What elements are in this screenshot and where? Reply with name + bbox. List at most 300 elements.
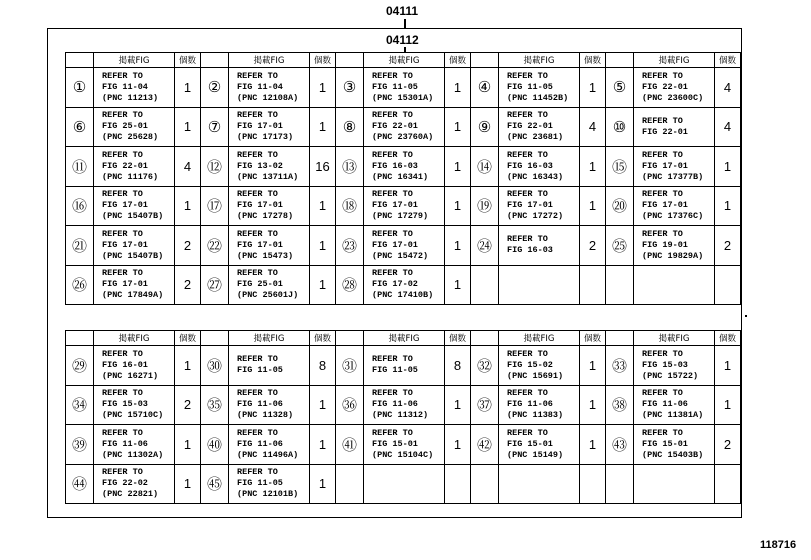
header-blank-cell	[471, 331, 499, 346]
reference-line: (PNC 16341)	[372, 171, 429, 182]
table-row	[66, 385, 741, 425]
quantity-cell: 2	[175, 226, 201, 266]
reference-line: REFER TO	[102, 388, 143, 399]
quantity-cell: 4	[715, 107, 741, 147]
header-fig-cell: 掲載FIG	[229, 53, 310, 68]
reference-line: REFER TO	[102, 467, 143, 478]
reference-line: REFER TO	[102, 110, 143, 121]
fig-reference-cell	[499, 68, 580, 108]
item-number-cell: ㉝	[606, 346, 634, 386]
reference-line: (PNC 25601J)	[237, 290, 299, 301]
reference-line: (PNC 11328)	[237, 410, 294, 421]
reference-line: FIG 19-01	[642, 239, 688, 250]
quantity-cell: 1	[175, 186, 201, 226]
header-blank-cell	[336, 331, 364, 346]
table-row	[66, 68, 741, 108]
header-fig-cell: 掲載FIG	[94, 53, 175, 68]
quantity-cell	[715, 464, 741, 504]
reference-line: REFER TO	[507, 427, 548, 438]
quantity-cell: 1	[175, 464, 201, 504]
reference-line: REFER TO	[507, 189, 548, 200]
item-number-cell: ㉛	[336, 346, 364, 386]
fig-reference-cell	[94, 425, 175, 465]
item-number-cell: ④	[471, 68, 499, 108]
item-number-cell: ㊴	[66, 425, 94, 465]
quantity-cell: 4	[580, 107, 606, 147]
header-qty-cell: 個数	[715, 331, 741, 346]
reference-line: FIG 11-06	[237, 399, 283, 410]
table-row	[66, 265, 741, 305]
reference-line: (PNC 23681)	[507, 132, 564, 143]
fig-reference-cell	[634, 226, 715, 266]
fig-reference-cell	[634, 346, 715, 386]
quantity-cell: 1	[175, 68, 201, 108]
fig-reference-cell	[94, 226, 175, 266]
item-number-cell: ㉟	[201, 385, 229, 425]
reference-line: (PNC 11213)	[102, 92, 159, 103]
parts-reference-table-2	[65, 330, 741, 504]
reference-line: (PNC 15407B)	[102, 211, 164, 222]
fig-reference-cell	[229, 107, 310, 147]
reference-line: FIG 17-01	[507, 200, 553, 211]
item-number-cell: ⑧	[336, 107, 364, 147]
reference-line: FIG 25-01	[102, 121, 148, 132]
assembly-number-label: 04111	[386, 4, 419, 18]
item-number-cell: ㊲	[471, 385, 499, 425]
reference-line: FIG 17-01	[102, 239, 148, 250]
item-number-cell: ⑭	[471, 147, 499, 187]
reference-line: FIG 17-01	[642, 160, 688, 171]
quantity-cell: 1	[580, 147, 606, 187]
reference-line: REFER TO	[102, 268, 143, 279]
item-number-cell: ㉓	[336, 226, 364, 266]
fig-reference-cell	[94, 107, 175, 147]
header-blank-cell	[201, 53, 229, 68]
reference-line: FIG 17-01	[102, 279, 148, 290]
quantity-cell: 1	[445, 68, 471, 108]
reference-line: FIG 17-01	[642, 200, 688, 211]
quantity-cell: 1	[175, 346, 201, 386]
item-number-cell: ㉔	[471, 226, 499, 266]
fig-reference-cell	[94, 68, 175, 108]
fig-reference-cell	[634, 68, 715, 108]
item-number-cell	[336, 464, 364, 504]
quantity-cell: 1	[715, 385, 741, 425]
item-number-cell: ㉖	[66, 265, 94, 305]
reference-line: (PNC 15301A)	[372, 92, 434, 103]
item-number-cell: ⑥	[66, 107, 94, 147]
item-number-cell: ㊱	[336, 385, 364, 425]
reference-line: (PNC 25628)	[102, 132, 159, 143]
reference-line: FIG 15-01	[642, 438, 688, 449]
item-number-cell: ㉑	[66, 226, 94, 266]
fig-reference-cell	[634, 385, 715, 425]
reference-line: FIG 17-01	[237, 200, 283, 211]
reference-line: (PNC 15472)	[372, 250, 429, 261]
reference-line: FIG 11-04	[237, 81, 283, 92]
fig-reference-cell	[634, 147, 715, 187]
reference-line: FIG 17-01	[102, 200, 148, 211]
quantity-cell: 16	[310, 147, 336, 187]
reference-line: REFER TO	[102, 70, 143, 81]
header-qty-cell: 個数	[175, 53, 201, 68]
reference-line: (PNC 15407B)	[102, 250, 164, 261]
reference-line: FIG 11-06	[642, 399, 688, 410]
reference-line: (PNC 15104C)	[372, 449, 434, 460]
reference-line: (PNC 15473)	[237, 250, 294, 261]
quantity-cell: 1	[310, 265, 336, 305]
fig-reference-cell	[229, 425, 310, 465]
reference-line: (PNC 15722)	[642, 370, 699, 381]
fig-reference-cell	[364, 425, 445, 465]
header-fig-cell: 掲載FIG	[499, 53, 580, 68]
fig-reference-cell	[364, 265, 445, 305]
item-number-cell: ⑩	[606, 107, 634, 147]
item-number-cell: ㊳	[606, 385, 634, 425]
fig-reference-cell	[634, 464, 715, 504]
reference-line: FIG 15-03	[102, 399, 148, 410]
reference-line: (PNC 11383)	[507, 410, 564, 421]
reference-line: FIG 11-05	[237, 365, 283, 376]
header-fig-cell: 掲載FIG	[499, 331, 580, 346]
reference-line: FIG 11-04	[102, 81, 148, 92]
reference-line: REFER TO	[372, 268, 413, 279]
reference-line: REFER TO	[237, 228, 278, 239]
item-number-cell: ⑪	[66, 147, 94, 187]
fig-reference-cell	[499, 107, 580, 147]
reference-line: (PNC 11381A)	[642, 410, 704, 421]
header-qty-cell: 個数	[445, 331, 471, 346]
fig-reference-cell	[364, 186, 445, 226]
quantity-cell: 1	[445, 425, 471, 465]
reference-line: FIG 25-01	[237, 279, 283, 290]
item-number-cell: ㊹	[66, 464, 94, 504]
fig-reference-cell	[634, 425, 715, 465]
quantity-cell: 1	[310, 385, 336, 425]
quantity-cell: 4	[715, 68, 741, 108]
quantity-cell: 1	[175, 425, 201, 465]
table-row	[66, 107, 741, 147]
quantity-cell: 2	[580, 226, 606, 266]
quantity-cell: 1	[580, 385, 606, 425]
stray-mark	[745, 315, 747, 317]
reference-line: FIG 11-05	[507, 81, 553, 92]
header-blank-cell	[66, 331, 94, 346]
reference-line: REFER TO	[372, 110, 413, 121]
reference-line: REFER TO	[507, 348, 548, 359]
reference-line: FIG 16-03	[372, 160, 418, 171]
header-blank-cell	[201, 331, 229, 346]
reference-line: REFER TO	[642, 348, 683, 359]
reference-line: (PNC 15691)	[507, 370, 564, 381]
item-number-cell: ⑯	[66, 186, 94, 226]
reference-line: (PNC 11302A)	[102, 449, 164, 460]
reference-line: (PNC 11496A)	[237, 449, 299, 460]
reference-line: REFER TO	[507, 149, 548, 160]
reference-line: (PNC 17272)	[507, 211, 564, 222]
header-blank-cell	[606, 53, 634, 68]
fig-reference-cell	[499, 186, 580, 226]
fig-reference-cell	[229, 464, 310, 504]
fig-reference-cell	[499, 385, 580, 425]
reference-line: REFER TO	[642, 115, 683, 126]
reference-line: (PNC 17278)	[237, 211, 294, 222]
table-row	[66, 425, 741, 465]
reference-line: REFER TO	[372, 427, 413, 438]
header-qty-cell: 個数	[580, 331, 606, 346]
quantity-cell	[580, 464, 606, 504]
item-number-cell: ⑫	[201, 147, 229, 187]
illustration-number: 118716	[760, 539, 797, 551]
reference-line: FIG 15-02	[507, 359, 553, 370]
item-number-cell: ㉙	[66, 346, 94, 386]
reference-line: FIG 11-06	[102, 438, 148, 449]
reference-line: FIG 13-02	[237, 160, 283, 171]
reference-line: FIG 11-05	[372, 81, 418, 92]
item-number-cell: ㊺	[201, 464, 229, 504]
reference-line: REFER TO	[372, 228, 413, 239]
quantity-cell: 1	[445, 385, 471, 425]
quantity-cell: 1	[715, 186, 741, 226]
quantity-cell: 1	[580, 346, 606, 386]
reference-line: FIG 11-05	[237, 478, 283, 489]
fig-reference-cell	[94, 464, 175, 504]
quantity-cell: 1	[310, 68, 336, 108]
quantity-cell	[580, 265, 606, 305]
reference-line: REFER TO	[237, 354, 278, 365]
reference-line: FIG 17-01	[237, 121, 283, 132]
quantity-cell: 1	[310, 226, 336, 266]
reference-line: REFER TO	[642, 427, 683, 438]
reference-line: (PNC 11452B)	[507, 92, 569, 103]
reference-line: (PNC 17173)	[237, 132, 294, 143]
quantity-cell: 1	[310, 186, 336, 226]
reference-line: FIG 11-06	[507, 399, 553, 410]
reference-line: REFER TO	[102, 228, 143, 239]
header-blank-cell	[66, 53, 94, 68]
reference-line: (PNC 15149)	[507, 449, 564, 460]
reference-line: REFER TO	[642, 388, 683, 399]
reference-line: FIG 22-01	[642, 81, 688, 92]
reference-line: REFER TO	[237, 388, 278, 399]
reference-line: (PNC 19829A)	[642, 250, 704, 261]
reference-line: FIG 11-05	[372, 365, 418, 376]
item-number-cell: ㊷	[471, 425, 499, 465]
reference-line: FIG 11-06	[372, 399, 418, 410]
header-fig-cell: 掲載FIG	[229, 331, 310, 346]
quantity-cell: 1	[580, 186, 606, 226]
item-number-cell: ㉕	[606, 226, 634, 266]
quantity-cell: 1	[310, 425, 336, 465]
reference-line: REFER TO	[237, 149, 278, 160]
header-fig-cell: 掲載FIG	[94, 331, 175, 346]
table-header-row	[66, 53, 741, 68]
fig-reference-cell	[499, 147, 580, 187]
reference-line: (PNC 12108A)	[237, 92, 299, 103]
reference-line: REFER TO	[102, 427, 143, 438]
reference-line: REFER TO	[237, 70, 278, 81]
quantity-cell: 1	[715, 346, 741, 386]
header-fig-cell: 掲載FIG	[364, 331, 445, 346]
quantity-cell: 1	[175, 107, 201, 147]
reference-line: REFER TO	[507, 70, 548, 81]
reference-line: FIG 16-01	[102, 359, 148, 370]
fig-reference-cell	[229, 186, 310, 226]
item-number-cell: ⑬	[336, 147, 364, 187]
item-number-cell: ㉚	[201, 346, 229, 386]
quantity-cell: 2	[175, 385, 201, 425]
reference-line: FIG 22-01	[372, 121, 418, 132]
quantity-cell: 1	[445, 265, 471, 305]
fig-reference-cell	[94, 147, 175, 187]
fig-reference-cell	[364, 147, 445, 187]
item-number-cell: ㉗	[201, 265, 229, 305]
reference-line: FIG 22-01	[642, 126, 688, 137]
fig-reference-cell	[364, 464, 445, 504]
header-blank-cell	[336, 53, 364, 68]
header-fig-cell: 掲載FIG	[634, 331, 715, 346]
quantity-cell	[445, 464, 471, 504]
fig-reference-cell	[229, 226, 310, 266]
reference-line: (PNC 17279)	[372, 211, 429, 222]
reference-line: REFER TO	[237, 110, 278, 121]
quantity-cell: 1	[445, 226, 471, 266]
header-blank-cell	[471, 53, 499, 68]
reference-line: REFER TO	[102, 348, 143, 359]
item-number-cell	[606, 265, 634, 305]
reference-line: REFER TO	[237, 268, 278, 279]
header-qty-cell: 個数	[445, 53, 471, 68]
quantity-cell: 2	[175, 265, 201, 305]
fig-reference-cell	[499, 265, 580, 305]
item-number-cell: ㉜	[471, 346, 499, 386]
fig-reference-cell	[94, 186, 175, 226]
fig-reference-cell	[634, 265, 715, 305]
reference-line: REFER TO	[642, 70, 683, 81]
reference-line: REFER TO	[507, 388, 548, 399]
fig-reference-cell	[94, 385, 175, 425]
quantity-cell: 1	[445, 147, 471, 187]
header-blank-cell	[606, 331, 634, 346]
item-number-cell: ㉞	[66, 385, 94, 425]
reference-line: (PNC 16343)	[507, 171, 564, 182]
item-number-cell	[606, 464, 634, 504]
fig-reference-cell	[499, 464, 580, 504]
header-qty-cell: 個数	[175, 331, 201, 346]
reference-line: FIG 17-02	[372, 279, 418, 290]
fig-reference-cell	[499, 346, 580, 386]
reference-line: REFER TO	[372, 70, 413, 81]
header-fig-cell: 掲載FIG	[634, 53, 715, 68]
reference-line: REFER TO	[237, 427, 278, 438]
item-number-cell	[471, 265, 499, 305]
reference-line: (PNC 13711A)	[237, 171, 299, 182]
header-qty-cell: 個数	[715, 53, 741, 68]
header-qty-cell: 個数	[310, 331, 336, 346]
fig-reference-cell	[634, 107, 715, 147]
fig-reference-cell	[229, 265, 310, 305]
reference-line: REFER TO	[372, 149, 413, 160]
reference-line: FIG 22-01	[507, 121, 553, 132]
reference-line: (PNC 16271)	[102, 370, 159, 381]
reference-line: REFER TO	[102, 149, 143, 160]
item-number-cell: ⑰	[201, 186, 229, 226]
reference-line: (PNC 23760A)	[372, 132, 434, 143]
quantity-cell: 4	[175, 147, 201, 187]
reference-line: REFER TO	[507, 234, 548, 245]
reference-line: FIG 17-01	[372, 239, 418, 250]
reference-line: (PNC 17376C)	[642, 211, 704, 222]
reference-line: (PNC 11176)	[102, 171, 159, 182]
reference-line: REFER TO	[102, 189, 143, 200]
item-number-cell: ⑲	[471, 186, 499, 226]
reference-line: FIG 15-01	[372, 438, 418, 449]
fig-reference-cell	[94, 346, 175, 386]
quantity-cell: 8	[310, 346, 336, 386]
quantity-cell: 1	[580, 68, 606, 108]
reference-line: REFER TO	[237, 189, 278, 200]
fig-reference-cell	[364, 346, 445, 386]
reference-line: FIG 15-01	[507, 438, 553, 449]
reference-line: REFER TO	[372, 388, 413, 399]
reference-line: REFER TO	[642, 149, 683, 160]
fig-reference-cell	[499, 226, 580, 266]
reference-line: FIG 16-03	[507, 245, 553, 256]
reference-line: (PNC 11312)	[372, 410, 429, 421]
table-row	[66, 346, 741, 386]
quantity-cell: 2	[715, 425, 741, 465]
reference-line: (PNC 12101B)	[237, 489, 299, 500]
reference-line: FIG 15-03	[642, 359, 688, 370]
reference-line: REFER TO	[642, 228, 683, 239]
quantity-cell: 1	[310, 464, 336, 504]
quantity-cell: 1	[445, 107, 471, 147]
item-number-cell: ②	[201, 68, 229, 108]
table-row	[66, 147, 741, 187]
reference-line: (PNC 17377B)	[642, 171, 704, 182]
table-row	[66, 226, 741, 266]
reference-line: REFER TO	[642, 189, 683, 200]
item-number-cell: ⑨	[471, 107, 499, 147]
quantity-cell: 1	[445, 186, 471, 226]
table-row	[66, 464, 741, 504]
reference-line: FIG 17-01	[372, 200, 418, 211]
table-header-row	[66, 331, 741, 346]
reference-line: (PNC 15403B)	[642, 449, 704, 460]
reference-line: REFER TO	[237, 467, 278, 478]
fig-reference-cell	[364, 226, 445, 266]
item-number-cell: ㉒	[201, 226, 229, 266]
item-number-cell: ㊵	[201, 425, 229, 465]
item-number-cell	[471, 464, 499, 504]
item-number-cell: ⑤	[606, 68, 634, 108]
quantity-cell: 8	[445, 346, 471, 386]
parts-reference-table-1	[65, 52, 741, 305]
reference-line: (PNC 23600C)	[642, 92, 704, 103]
reference-line: FIG 11-06	[237, 438, 283, 449]
quantity-cell: 2	[715, 226, 741, 266]
reference-line: FIG 22-02	[102, 478, 148, 489]
reference-line: (PNC 22821)	[102, 489, 159, 500]
item-number-cell: ㉘	[336, 265, 364, 305]
header-qty-cell: 個数	[580, 53, 606, 68]
fig-reference-cell	[229, 385, 310, 425]
reference-line: FIG 16-03	[507, 160, 553, 171]
reference-line: (PNC 15710C)	[102, 410, 164, 421]
fig-reference-cell	[94, 265, 175, 305]
header-fig-cell: 掲載FIG	[364, 53, 445, 68]
item-number-cell: ③	[336, 68, 364, 108]
